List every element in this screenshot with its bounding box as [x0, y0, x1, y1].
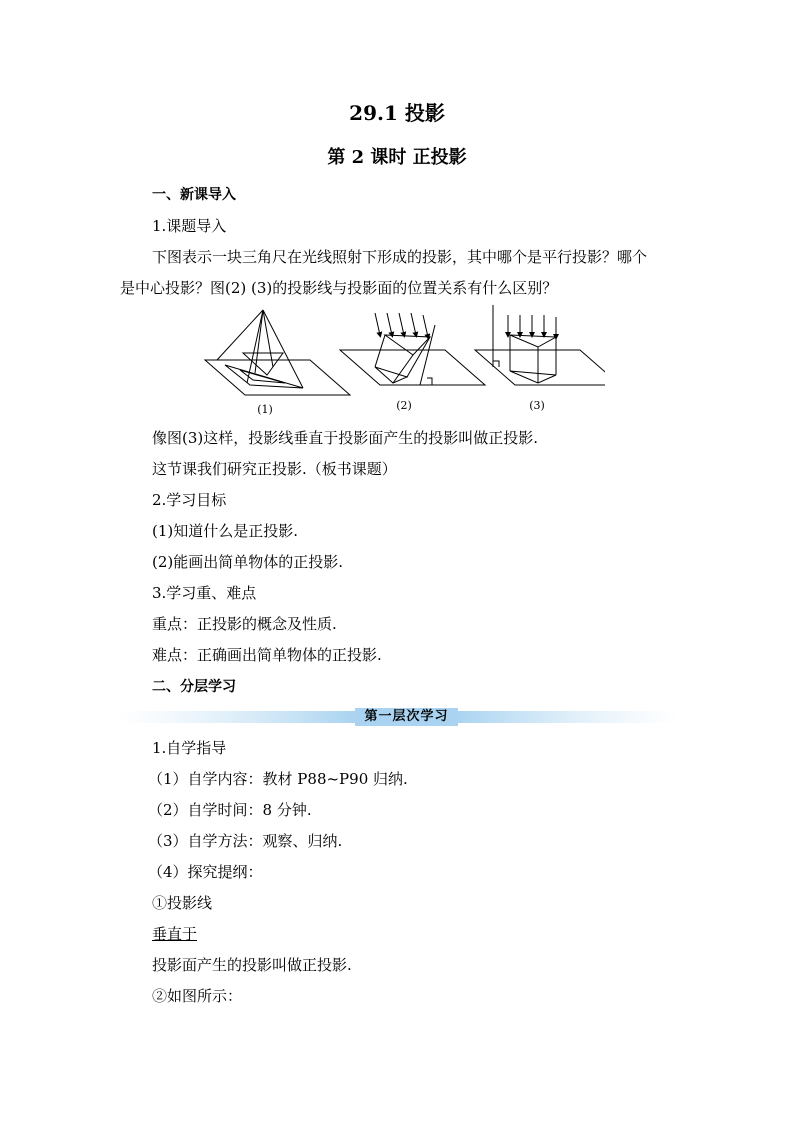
answer-continuation: 投影面产生的投影叫做正投影. [152, 956, 352, 974]
projection-figures [195, 305, 605, 420]
answer-underlined: 垂直于 [152, 925, 198, 943]
self-study-label: 1.自学指导 [152, 739, 227, 757]
topic-line: 这节课我们研究正投影.（板书课题） [152, 460, 397, 478]
figure-orthographic-projection [475, 305, 605, 385]
keys-label: 3.学习重、难点 [152, 584, 257, 602]
section-heading-layered: 二、分层学习 [152, 679, 236, 695]
intro-label: 1.课题导入 [152, 217, 227, 235]
study-item-3: （3）自学方法：观察、归纳. [148, 832, 343, 850]
figure-label-3: (3) [529, 399, 545, 412]
outline-item-2: ②如图所示： [152, 987, 243, 1005]
figure-label-2: (2) [396, 399, 412, 412]
question-line-2: 是中心投影？图(2) (3)的投影线与投影面的位置关系有什么区别？ [120, 279, 558, 297]
page-title: 29.1 投影 [349, 101, 445, 125]
section-heading-intro: 一、新课导入 [152, 187, 236, 203]
key-point: 重点：正投影的概念及性质. [152, 615, 337, 633]
study-item-2: （2）自学时间：8 分钟. [148, 801, 312, 819]
figure-label-1: (1) [257, 403, 273, 416]
lesson-subtitle: 第 2 课时 正投影 [327, 147, 467, 168]
outline-item-1: ①投影线 [152, 894, 213, 912]
level-band-label: 第一层次学习 [355, 708, 458, 726]
study-item-4: （4）探究提纲： [148, 863, 263, 881]
definition-line: 像图(3)这样，投影线垂直于投影面产生的投影叫做正投影. [152, 429, 539, 447]
question-line-1: 下图表示一块三角尺在光线照射下形成的投影，其中哪个是平行投影？哪个 [152, 248, 648, 266]
goal-2: (2)能画出简单物体的正投影. [152, 553, 344, 571]
figure-oblique-parallel-projection [340, 313, 485, 385]
figure-central-projection [205, 310, 350, 395]
study-item-1: （1）自学内容：教材 P88~P90 归纳. [148, 770, 408, 788]
difficult-point: 难点：正确画出简单物体的正投影. [152, 646, 382, 664]
goals-label: 2.学习目标 [152, 491, 227, 509]
goal-1: (1)知道什么是正投影. [152, 522, 299, 540]
